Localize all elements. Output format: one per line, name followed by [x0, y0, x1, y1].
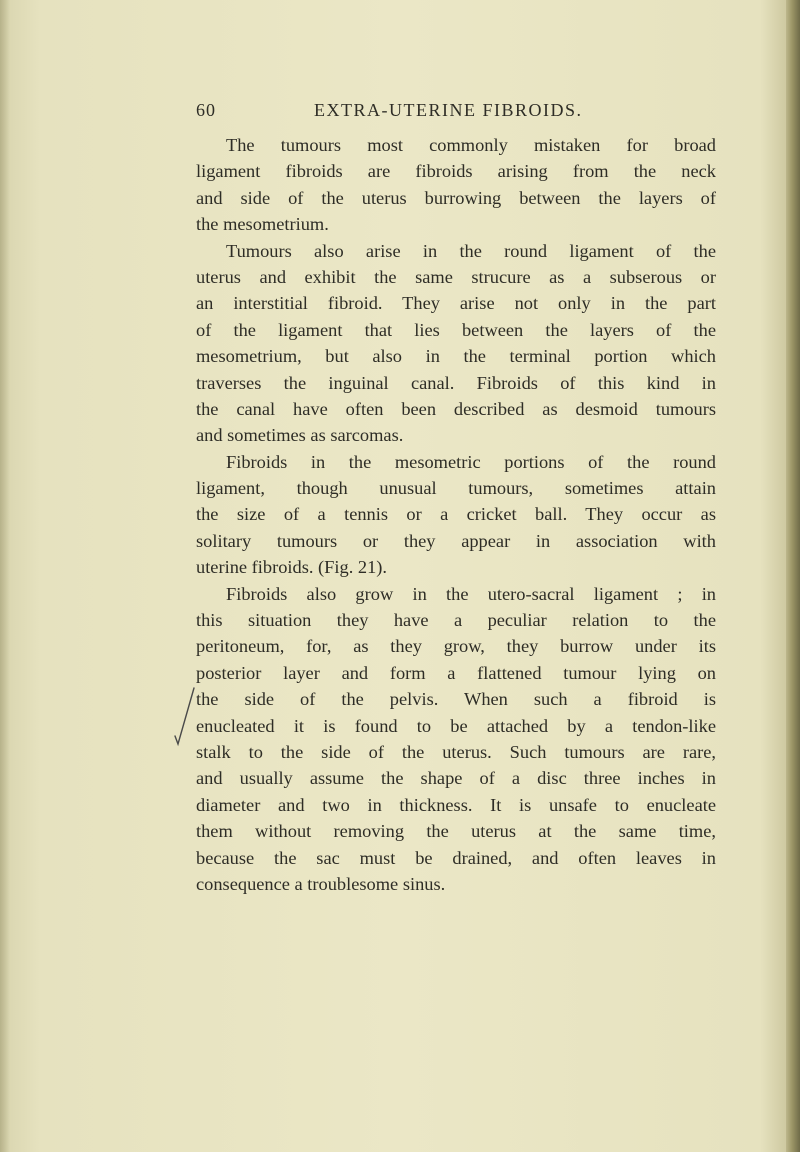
text-line: because the sac must be drained, and often leaves in: [196, 847, 716, 868]
text-line: diameter and two in thickness. It is unsafe to enucleate: [196, 794, 716, 815]
text-line: mesometrium, but also in the terminal portion which: [196, 346, 716, 367]
text-line: Tumours also arise in the round ligament of the: [226, 240, 716, 261]
text-line: uterine fibroids. (Fig. 21).: [196, 557, 388, 578]
text-line: of the ligament that lies between the layers of the: [196, 319, 716, 340]
body-text: [196, 132, 716, 897]
text-line: an interstitial fibroid. They arise not only in the part: [196, 293, 716, 314]
paragraph: [196, 449, 716, 581]
text-line: traverses the inguinal canal. Fibroids of this kind in: [196, 372, 716, 393]
text-line: ligament fibroids are fibroids arising from the neck: [196, 161, 716, 182]
paragraph: [196, 581, 716, 898]
text-line: solitary tumours or they appear in association with: [196, 530, 716, 551]
text-line: The tumours most commonly mistaken for broad: [226, 135, 716, 155]
page-gutter-shadow: [0, 0, 10, 1152]
text-line: the mesometrium.: [196, 214, 329, 235]
text-line: this situation they have a peculiar relation to the: [196, 610, 716, 631]
text-line: and usually assume the shape of a disc three inches in: [196, 768, 716, 789]
text-line: stalk to the side of the uterus. Such tumours are rare,: [196, 741, 716, 762]
text-line: ligament, though unusual tumours, sometimes attain: [196, 478, 716, 499]
paragraph: [196, 132, 716, 238]
text-line: the size of a tennis or a cricket ball. They occur as: [196, 504, 716, 525]
text-line: consequence a troublesome sinus.: [196, 873, 446, 894]
text-line: the canal have often been described as desmoid tumours: [196, 398, 716, 419]
text-line: and sometimes as sarcomas.: [196, 425, 404, 446]
page-number: 60: [196, 100, 216, 120]
text-line: and side of the uterus burrowing between the layers of: [196, 187, 716, 208]
text-line: uterus and exhibit the same strucure as a subserous or: [196, 266, 716, 287]
text-line: enucleated it is found to be attached by a tendon-like: [196, 715, 716, 736]
text-line: Fibroids in the mesometric portions of the round: [226, 451, 716, 472]
running-title: EXTRA-UTERINE FIBROIDS.: [314, 100, 583, 120]
text-line: the side of the pelvis. When such a fibroid is: [196, 689, 716, 710]
text-line: peritoneum, for, as they grow, they burrow under its: [196, 636, 716, 657]
paragraph: [196, 238, 716, 449]
text-line: posterior layer and form a flattened tumour lying on: [196, 662, 716, 683]
text-line: them without removing the uterus at the same time,: [196, 821, 716, 842]
page-edge: [786, 0, 800, 1152]
pencil-check-mark: [174, 686, 198, 750]
text-line: Fibroids also grow in the utero-sacral ligament ; in: [226, 583, 716, 604]
running-head: [196, 100, 736, 128]
